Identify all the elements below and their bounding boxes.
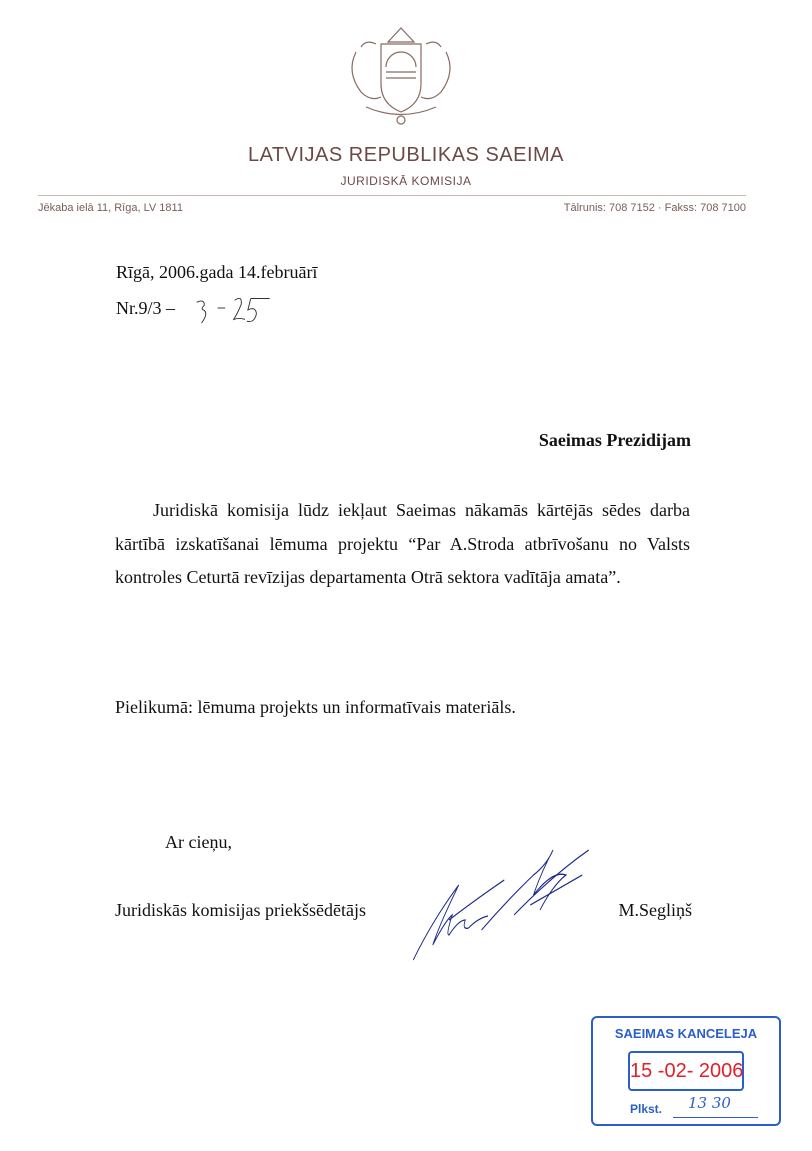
handwritten-number bbox=[192, 288, 282, 333]
committee-name: JURIDISKĀ KOMISIJA bbox=[340, 174, 472, 188]
letter-date: Rīgā, 2006.gada 14.februārī bbox=[116, 262, 318, 282]
letterhead-divider bbox=[38, 195, 746, 196]
stamp-time-value: 13 30 bbox=[688, 1094, 731, 1112]
stamp-title: SAEIMAS KANCELEJA bbox=[614, 1026, 758, 1041]
organization-name: LATVIJAS REPUBLIKAS SAEIMA bbox=[247, 144, 565, 166]
letter-body: Juridiskā komisija lūdz iekļaut Saeimas nākamās kārtējās sēdes darba kārtībā izskatīšanai lēmuma projektu “Par A.Stroda atbrīvošanu no Valsts kontroles Ceturtā revīzijas departamenta Otrā sektora vadītāja amata”. bbox=[115, 500, 690, 587]
coat-of-arms-emblem bbox=[336, 22, 466, 127]
address: Jēkaba ielā 11, Rīga, LV 1811 bbox=[38, 202, 183, 214]
recipient: Saeimas Prezidijam bbox=[538, 430, 691, 450]
signer-name: M.Segliņš bbox=[618, 900, 692, 920]
stamp-time-label: Plkst. bbox=[630, 1102, 663, 1116]
handwritten-signature bbox=[410, 845, 605, 965]
stamp-date: 15 -02- 2006 bbox=[628, 1051, 744, 1091]
closing: Ar cieņu, bbox=[165, 832, 232, 852]
contact-numbers: Tālrunis: 708 7152 · Fakss: 708 7100 bbox=[563, 202, 746, 214]
registry-stamp bbox=[591, 1016, 781, 1126]
stamp-time-line bbox=[673, 1117, 758, 1118]
letter-number: Nr.9/3 – bbox=[116, 298, 176, 318]
signer-title: Juridiskās komisijas priekšsēdētājs bbox=[115, 900, 366, 920]
handwritten-number-ink bbox=[192, 288, 282, 328]
attachments: Pielikumā: lēmuma projekts un informatīvais materiāls. bbox=[115, 697, 516, 717]
